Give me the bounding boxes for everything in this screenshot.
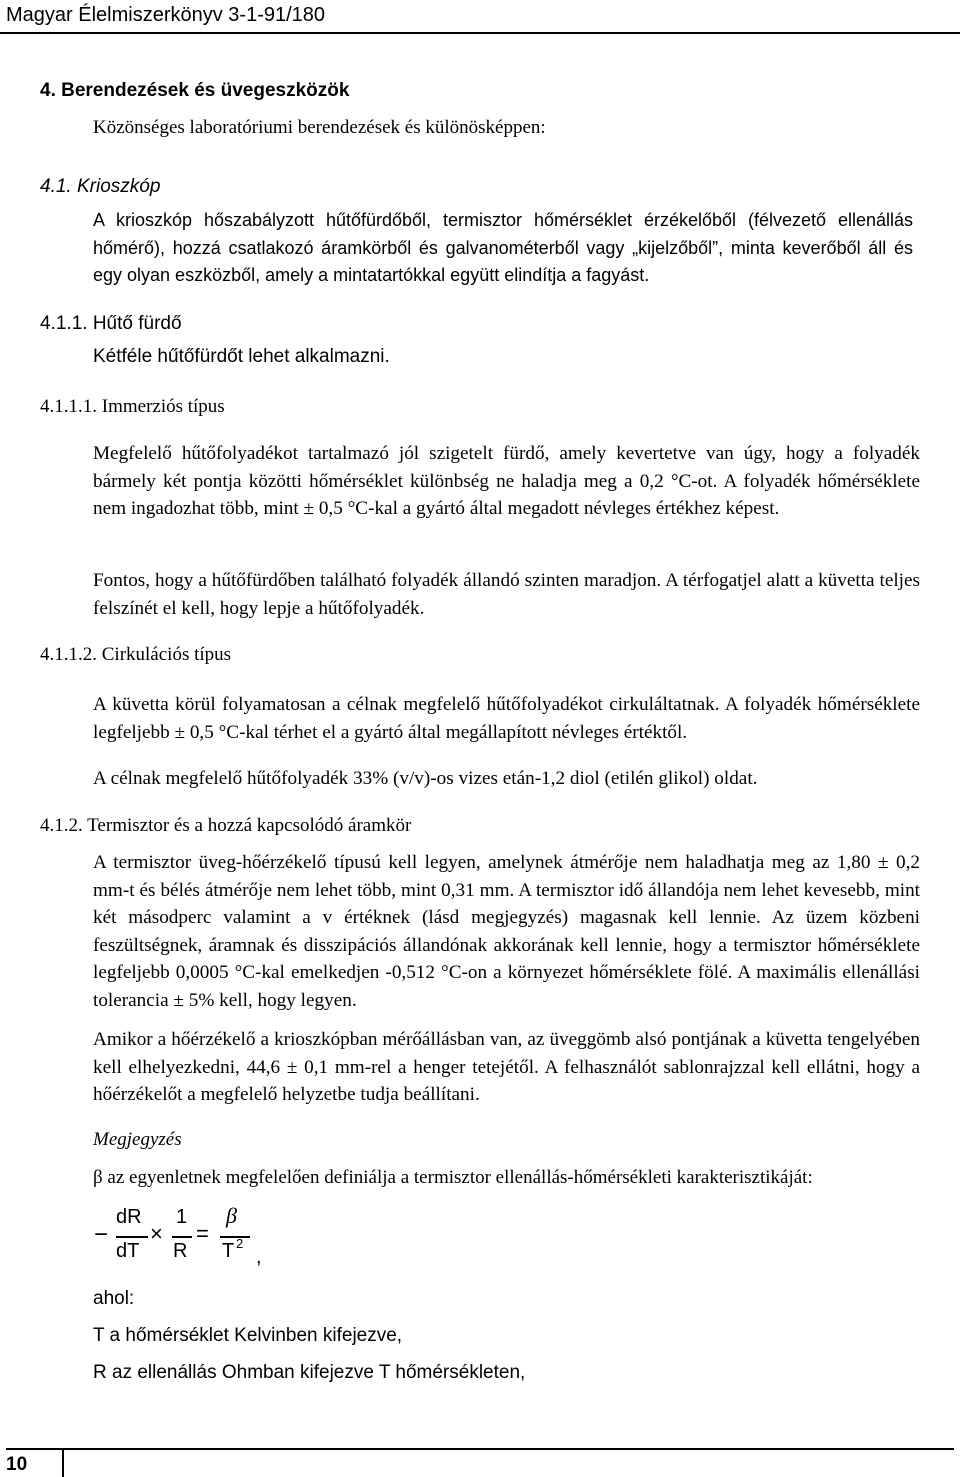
header-rule <box>0 32 960 34</box>
bath-heading: 4.1.1. Hűtő fürdő <box>40 313 182 334</box>
section-heading: 4. Berendezések és üvegeszközök <box>40 80 350 101</box>
formula-bar-1 <box>116 1236 148 1238</box>
formula-equals: = <box>196 1221 209 1246</box>
footer-rule <box>6 1448 954 1450</box>
immersion-paragraph-1: Megfelelő hűtőfolyadékot tartalmazó jól szigetelt fürdő, amely kevertetve van úgy, hogy a folyadék bármely két pontja közötti hőmérséklet különbség ne haladja meg a 0,2 °C-ot. A folyadék hőmérséklete nem ingadozhat több, mint ± 0,5 °C-kal a gyártó által megadott névleges értékhez képest. <box>93 443 920 520</box>
where-label: ahol: <box>93 1288 135 1309</box>
formula-exponent: 2 <box>236 1236 244 1251</box>
formula-denominator-dt: dT <box>116 1240 140 1262</box>
formula-denominator-r: R <box>173 1240 188 1262</box>
thermistor-paragraph-1: A termisztor üveg-hőérzékelő típusú kell legyen, amelynek átmérője nem haladhatja meg az 1,80 ± 0,2 mm-t és bélés átmérője nem lehet több, mint 0,31 mm. A termisztor idő állandója nem lehet kevesebb, mint két másodperc valamint a v értéknek (lásd megjegyzés) magasnak kell lennie. Az üzem közbeni feszültségnek, áramnak és disszipációs állandónak akkorának kell lennie, hogy a termisztor hőmérséklete legfeljebb 0,0005 °C-kal emelkedjen -0,512 °C-on a környezet hőmérséklete fölé. A maximális ellenállási tolerancia ± 5% kell, hogy legyen. <box>93 852 920 1011</box>
immersion-paragraph-2: Fontos, hogy a hűtőfürdőben található folyadék állandó szinten maradjon. A térfogatjel alatt a küvetta teljes felszínét el kell, hogy lepje a hűtőfolyadék. <box>93 570 920 619</box>
circulation-paragraph-1: A küvetta körül folyamatosan a célnak megfelelő hűtőfolyadékot cirkuláltatnak. A folyadék hőmérséklete legfeljebb ± 0,5 °C-kal térhet el a gyártó által megállapított névleges értéktől. <box>93 694 920 743</box>
thermistor-paragraph-2: Amikor a hőérzékelő a krioszkópban mérőállásban van, az üveggömb alsó pontjának a küvetta tengelyében kell elhelyezkedni, 44,6 ± 0,1 mm-rel a henger tetejétől. A felhasználót sablonrajzzal kell ellátni, hogy a hőérzékelőt a megfelelő helyzetbe tudja beállítani. <box>93 1029 920 1106</box>
footer-divider <box>62 1448 64 1477</box>
beta-definition <box>93 1167 813 1189</box>
note-heading: Megjegyzés <box>93 1129 182 1150</box>
formula-numerator-dr: dR <box>116 1206 142 1228</box>
formula-bar-3 <box>220 1236 250 1238</box>
formula-numerator-beta: β <box>226 1203 237 1228</box>
circulation-heading: 4.1.1.2. Cirkulációs típus <box>40 644 232 665</box>
formula-times: × <box>150 1221 163 1246</box>
page-number: 10 <box>6 1454 28 1475</box>
section-intro: Közönséges laboratóriumi berendezések és különösképpen: <box>93 117 546 138</box>
formula-minus: − <box>94 1221 109 1248</box>
immersion-heading: 4.1.1.1. Immerziós típus <box>40 396 225 417</box>
beta-definition-text: az egyenletnek megfelelően definiálja a termisztor ellenállás-hőmérsékleti karakterisztikáját: <box>107 1167 813 1188</box>
formula-denominator-t: T <box>222 1240 235 1262</box>
kryoscope-heading: 4.1. Krioszkóp <box>40 176 161 197</box>
circulation-paragraph-2: A célnak megfelelő hűtőfolyadék 33% (v/v)-os vizes etán-1,2 diol (etilén glikol) oldat. <box>93 768 758 789</box>
formula-numerator-1: 1 <box>176 1206 188 1228</box>
bath-intro: Kétféle hűtőfürdőt lehet alkalmazni. <box>93 346 390 367</box>
formula-trailing-comma: , <box>256 1246 262 1268</box>
formula-bar-2 <box>172 1236 192 1238</box>
kryoscope-body: A krioszkóp hőszabályzott hűtőfürdőből, termisztor hőmérséklet érzékelőből (félvezető ellenállás hőmérő), hozzá csatlakozó áramkörből és galvanométerből vagy „kijelzőből”, minta keverőből áll és egy olyan eszközből, amely a mintatartókkal együtt elindítja a fagyást. <box>93 210 913 286</box>
definition-r: R az ellenállás Ohmban kifejezve T hőmérsékleten, <box>93 1362 526 1383</box>
document-header: Magyar Élelmiszerkönyv 3-1-91/180 <box>6 4 326 26</box>
thermistor-heading: 4.1.2. Termisztor és a hozzá kapcsolódó áramkör <box>40 815 412 836</box>
beta-symbol: β <box>93 1167 103 1188</box>
definition-t: T a hőmérséklet Kelvinben kifejezve, <box>93 1325 403 1346</box>
